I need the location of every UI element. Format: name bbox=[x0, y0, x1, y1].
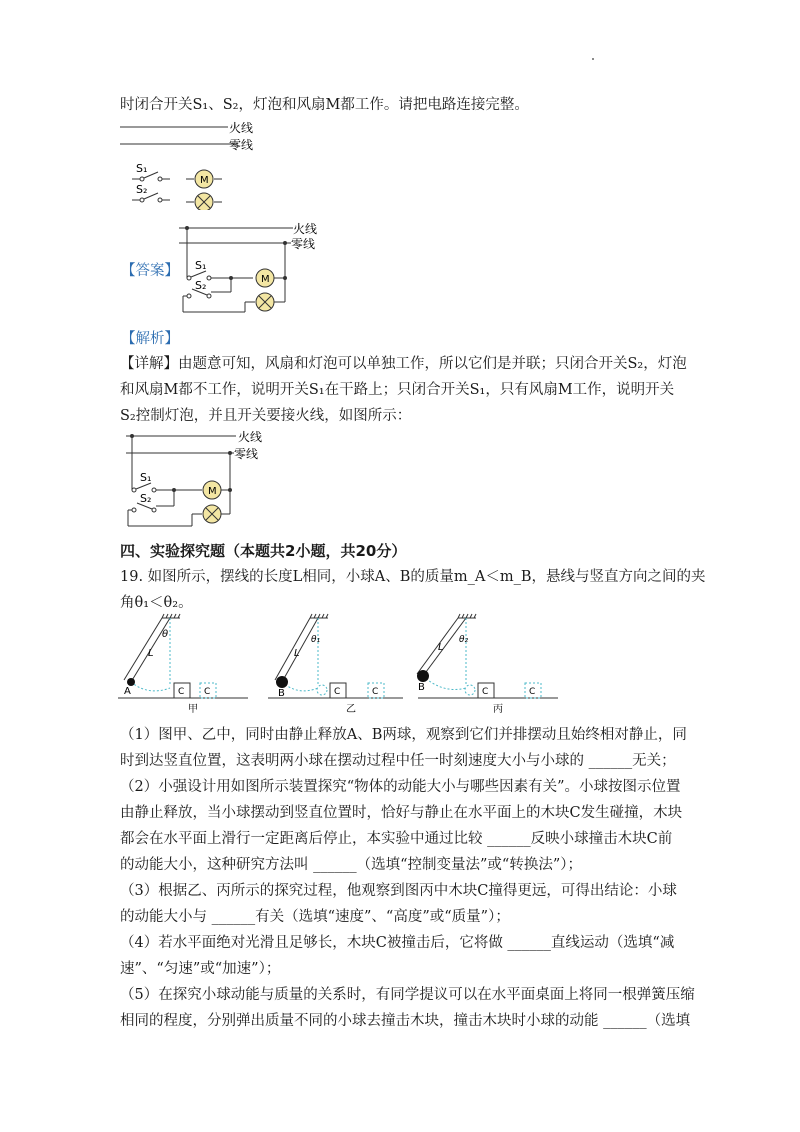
motor-symbol-label-2: M bbox=[261, 274, 270, 285]
block-c-label-3: C bbox=[482, 687, 489, 697]
s1-label: S₁ bbox=[136, 162, 148, 175]
neutral-wire-label: 零线 bbox=[229, 138, 254, 152]
neutral-wire-label-2: 零线 bbox=[291, 237, 316, 251]
block-c-ghost-label-3: C bbox=[529, 687, 536, 697]
detail-line-1: 【详解】由题意可知，风扇和灯泡可以单独工作，所以它们是并联；只闭合开关S₂，灯泡 bbox=[120, 356, 687, 372]
motor-symbol-label-3: M bbox=[208, 486, 217, 497]
theta1-label: θ₁ bbox=[311, 635, 321, 645]
live-wire-label: 火线 bbox=[229, 121, 254, 135]
page-dot bbox=[592, 58, 594, 60]
ball-a-label: A bbox=[124, 686, 131, 697]
answer-circuit-figure bbox=[175, 216, 365, 326]
pendulum-figures bbox=[118, 612, 568, 722]
caption-jia: 甲 bbox=[188, 704, 198, 715]
block-c-ghost-label-2: C bbox=[372, 687, 379, 697]
length-label-1: L bbox=[148, 648, 154, 659]
block-c-ghost-label-1: C bbox=[204, 687, 211, 697]
motor-symbol-label: M bbox=[200, 175, 209, 186]
ball-b-label-1: B bbox=[278, 688, 285, 699]
block-c-label-1: C bbox=[178, 687, 185, 697]
s2-label-2: S₂ bbox=[195, 279, 207, 292]
q19-part-line-10: 速”、“匀速”或“加速”）； bbox=[120, 961, 281, 977]
theta-label: θ bbox=[162, 629, 169, 640]
detail-line-2: 和风扇M都不工作，说明开关S₁在干路上；只闭合开关S₁，只有风扇M工作，说明开关 bbox=[120, 382, 675, 398]
q19-part-line-9: （4）若水平面绝对光滑且足够长，木块C被撞击后，它将做 ______直线运动（选填“减 bbox=[120, 935, 675, 951]
s1-label-2: S₁ bbox=[195, 259, 207, 272]
q19-part-line-6: 的动能大小，这种研究方法叫 ______（选填“控制变量法”或“转换法”）； bbox=[120, 857, 583, 873]
section-title: 四、实验探究题（本题共2小题，共20分） bbox=[120, 542, 407, 560]
q19-part-line-2: 时到达竖直位置，这表明两小球在摆动过程中任一时刻速度大小与小球的 ______无关； bbox=[120, 753, 676, 769]
neutral-wire-label-3: 零线 bbox=[234, 447, 259, 461]
q19-part-line-3: （2）小强设计用如图所示装置探究“物体的动能大小与哪些因素有关”。小球按图示位置 bbox=[120, 779, 681, 795]
q19-part-line-8: 的动能大小与 ______有关（选填“速度”、“高度”或“质量”）； bbox=[120, 909, 510, 925]
caption-bing: 丙 bbox=[493, 704, 503, 715]
analysis-tag: 【解析】 bbox=[121, 331, 179, 347]
s2-label: S₂ bbox=[136, 183, 148, 196]
length-label-2: L bbox=[294, 648, 300, 659]
live-wire-label-3: 火线 bbox=[238, 430, 263, 444]
question-circuit-figure bbox=[118, 120, 268, 210]
theta2-label: θ₂ bbox=[459, 635, 469, 645]
s2-label-3: S₂ bbox=[140, 492, 152, 505]
q19-part-line-5: 都会在水平面上滑行一定距离后停止，本实验中通过比较 ______反映小球撞击木块C前 bbox=[120, 831, 673, 847]
live-wire-label-2: 火线 bbox=[293, 222, 318, 236]
block-c-label-2: C bbox=[334, 687, 341, 697]
q19-stem-line-2: 角θ₁＜θ₂。 bbox=[120, 595, 193, 611]
q19-part-line-4: 由静止释放，当小球摆动到竖直位置时，恰好与静止在水平面上的木块C发生碰撞，木块 bbox=[120, 805, 683, 821]
q19-part-line-1: （1）图甲、乙中，同时由静止释放A、B两球，观察到它们并排摆动且始终相对静止，同 bbox=[120, 727, 687, 743]
detail-circuit-figure bbox=[122, 426, 292, 532]
q19-part-line-12: 相同的程度，分别弹出质量不同的小球去撞击木块，撞击木块时小球的动能 ______（选填 bbox=[120, 1013, 691, 1029]
q19-part-line-11: （5）在探究小球动能与质量的关系时，有同学提议可以在水平面桌面上将同一根弹簧压缩 bbox=[120, 987, 695, 1003]
length-label-3: L bbox=[438, 642, 444, 653]
q19-stem-line-1: 19. 如图所示，摆线的长度L相同，小球A、B的质量m_A＜m_B，悬线与竖直方向之间的夹 bbox=[120, 569, 706, 585]
s1-label-3: S₁ bbox=[140, 471, 152, 484]
intro-text: 时闭合开关S₁、S₂，灯泡和风扇M都工作。请把电路连接完整。 bbox=[120, 97, 529, 113]
ball-b-label-2: B bbox=[418, 682, 425, 693]
q19-part-line-7: （3）根据乙、丙所示的探究过程，他观察到图丙中木块C撞得更远，可得出结论：小球 bbox=[120, 883, 677, 899]
caption-yi: 乙 bbox=[346, 704, 356, 715]
answer-tag: 【答案】 bbox=[121, 263, 179, 279]
detail-line-3: S₂控制灯泡，并且开关要接火线，如图所示： bbox=[120, 408, 412, 424]
